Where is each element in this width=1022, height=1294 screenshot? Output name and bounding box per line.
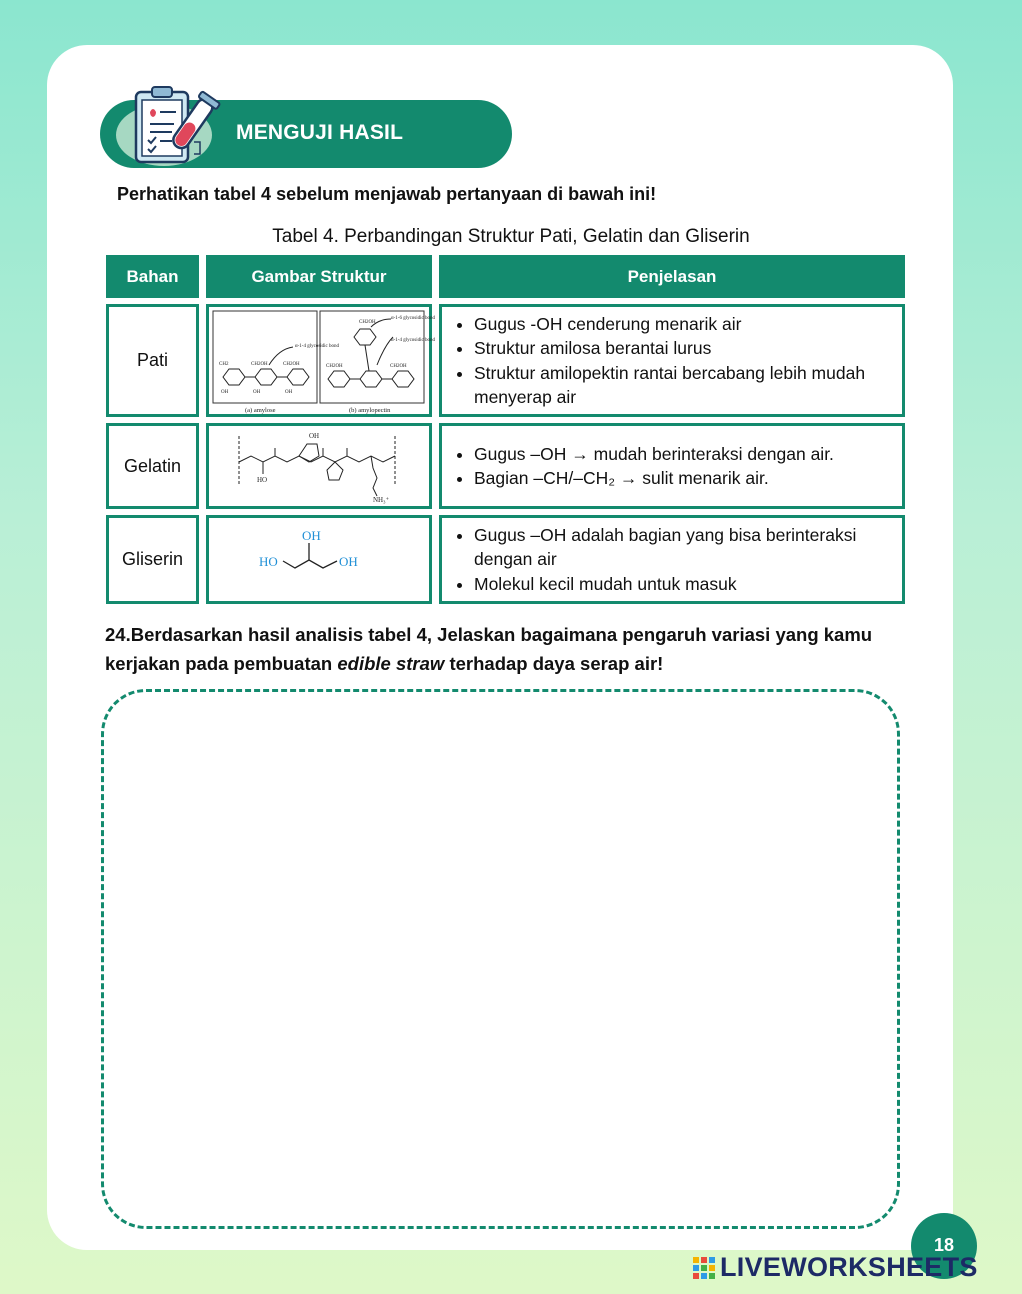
svg-text:CH2OH: CH2OH (283, 362, 300, 367)
liveworksheets-brand[interactable] (692, 1252, 978, 1283)
table-cell-image-gelatin (206, 423, 432, 509)
explanation-item: • Gugus –OH adalah bagian yang bisa berinteraksi dengan air (474, 523, 902, 572)
gelatin-structure-image (209, 426, 429, 506)
explanation-item: • Struktur amilopektin rantai bercabang lebih mudah menyerap air (474, 361, 902, 410)
svg-text:OH: OH (221, 390, 229, 395)
table-cell-image-pati (206, 304, 436, 417)
table-cell-bahan-gliserin: Gliserin (106, 515, 199, 604)
explanation-item: • Gugus –OH → mudah berinteraksi dengan air. (474, 442, 834, 467)
bond-label-2: α-1-6 glycosidic bond (391, 316, 436, 321)
glycerol-top-oh: OH (302, 528, 321, 543)
table-header-penjelasan: Penjelasan (439, 255, 905, 298)
table-cell-penjelasan-gelatin (439, 423, 905, 509)
brand-text: LIVEWORKSHEETS (720, 1252, 978, 1282)
starch-structure-image (209, 307, 436, 414)
section-title: MENGUJI HASIL (236, 121, 404, 144)
explanation-list (442, 442, 834, 491)
glycerol-right-oh: OH (339, 554, 358, 569)
amylopectin-label: (b) amylopectin (349, 407, 391, 414)
bond-label-1: α-1-4 glycosidic bond (295, 344, 340, 349)
table-cell-penjelasan-gliserin (439, 515, 905, 604)
svg-text:CH2OH: CH2OH (251, 362, 268, 367)
glycerol-structure-image (209, 518, 429, 601)
table-cell-image-gliserin (206, 515, 432, 604)
svg-text:CH2OH: CH2OH (326, 364, 343, 369)
question-tail: terhadap daya serap air! (444, 653, 664, 674)
svg-text:OH: OH (285, 390, 293, 395)
clipboard-test-tube-icon (128, 82, 218, 172)
svg-text:CH2OH: CH2OH (390, 364, 407, 369)
explanation-list (442, 523, 902, 597)
explanation-item: • Bagian –CH/–CH₂ → sulit menarik air. (474, 466, 834, 491)
svg-text:α-1-4 glycosidic bond: α-1-4 glycosidic bond (391, 338, 436, 343)
amylose-label: (a) amylose (245, 407, 276, 414)
gelatin-nh3-label: NH₃⁺ (373, 496, 390, 504)
table-cell-penjelasan-pati (439, 304, 905, 417)
question-emphasis: edible straw (337, 653, 445, 674)
page-number: 18 (911, 1213, 977, 1279)
instruction-text: Perhatikan tabel 4 sebelum menjawab pertanyaan di bawah ini! (117, 184, 657, 204)
glycerol-left-ho: HO (259, 554, 278, 569)
answer-textbox[interactable] (101, 689, 900, 1229)
question-24 (105, 620, 905, 678)
gelatin-oh-label: OH (309, 432, 320, 440)
explanation-item: • Gugus -OH cenderung menarik air (474, 312, 902, 337)
table-cell-bahan-gelatin: Gelatin (106, 423, 199, 509)
table-cell-bahan-pati: Pati (106, 304, 199, 417)
liveworksheets-logo-icon (692, 1256, 716, 1280)
explanation-item: • Molekul kecil mudah untuk masuk (474, 572, 902, 597)
question-text: 24.Berdasarkan hasil analisis tabel 4, Jelaskan bagaimana pengaruh variasi yang kamu kerjakan pada pembuatan (105, 624, 873, 674)
explanation-item: • Struktur amilosa berantai lurus (474, 336, 902, 361)
table-header-bahan: Bahan (106, 255, 199, 298)
svg-text:CH2OH: CH2OH (359, 320, 376, 325)
svg-text:OH: OH (253, 390, 261, 395)
explanation-list (442, 312, 902, 410)
table-header-gambar: Gambar Struktur (206, 255, 432, 298)
svg-text:CH2: CH2 (219, 362, 229, 367)
table-caption: Tabel 4. Perbandingan Struktur Pati, Gelatin dan Gliserin (272, 226, 750, 247)
gelatin-ho-label: HO (257, 476, 268, 484)
